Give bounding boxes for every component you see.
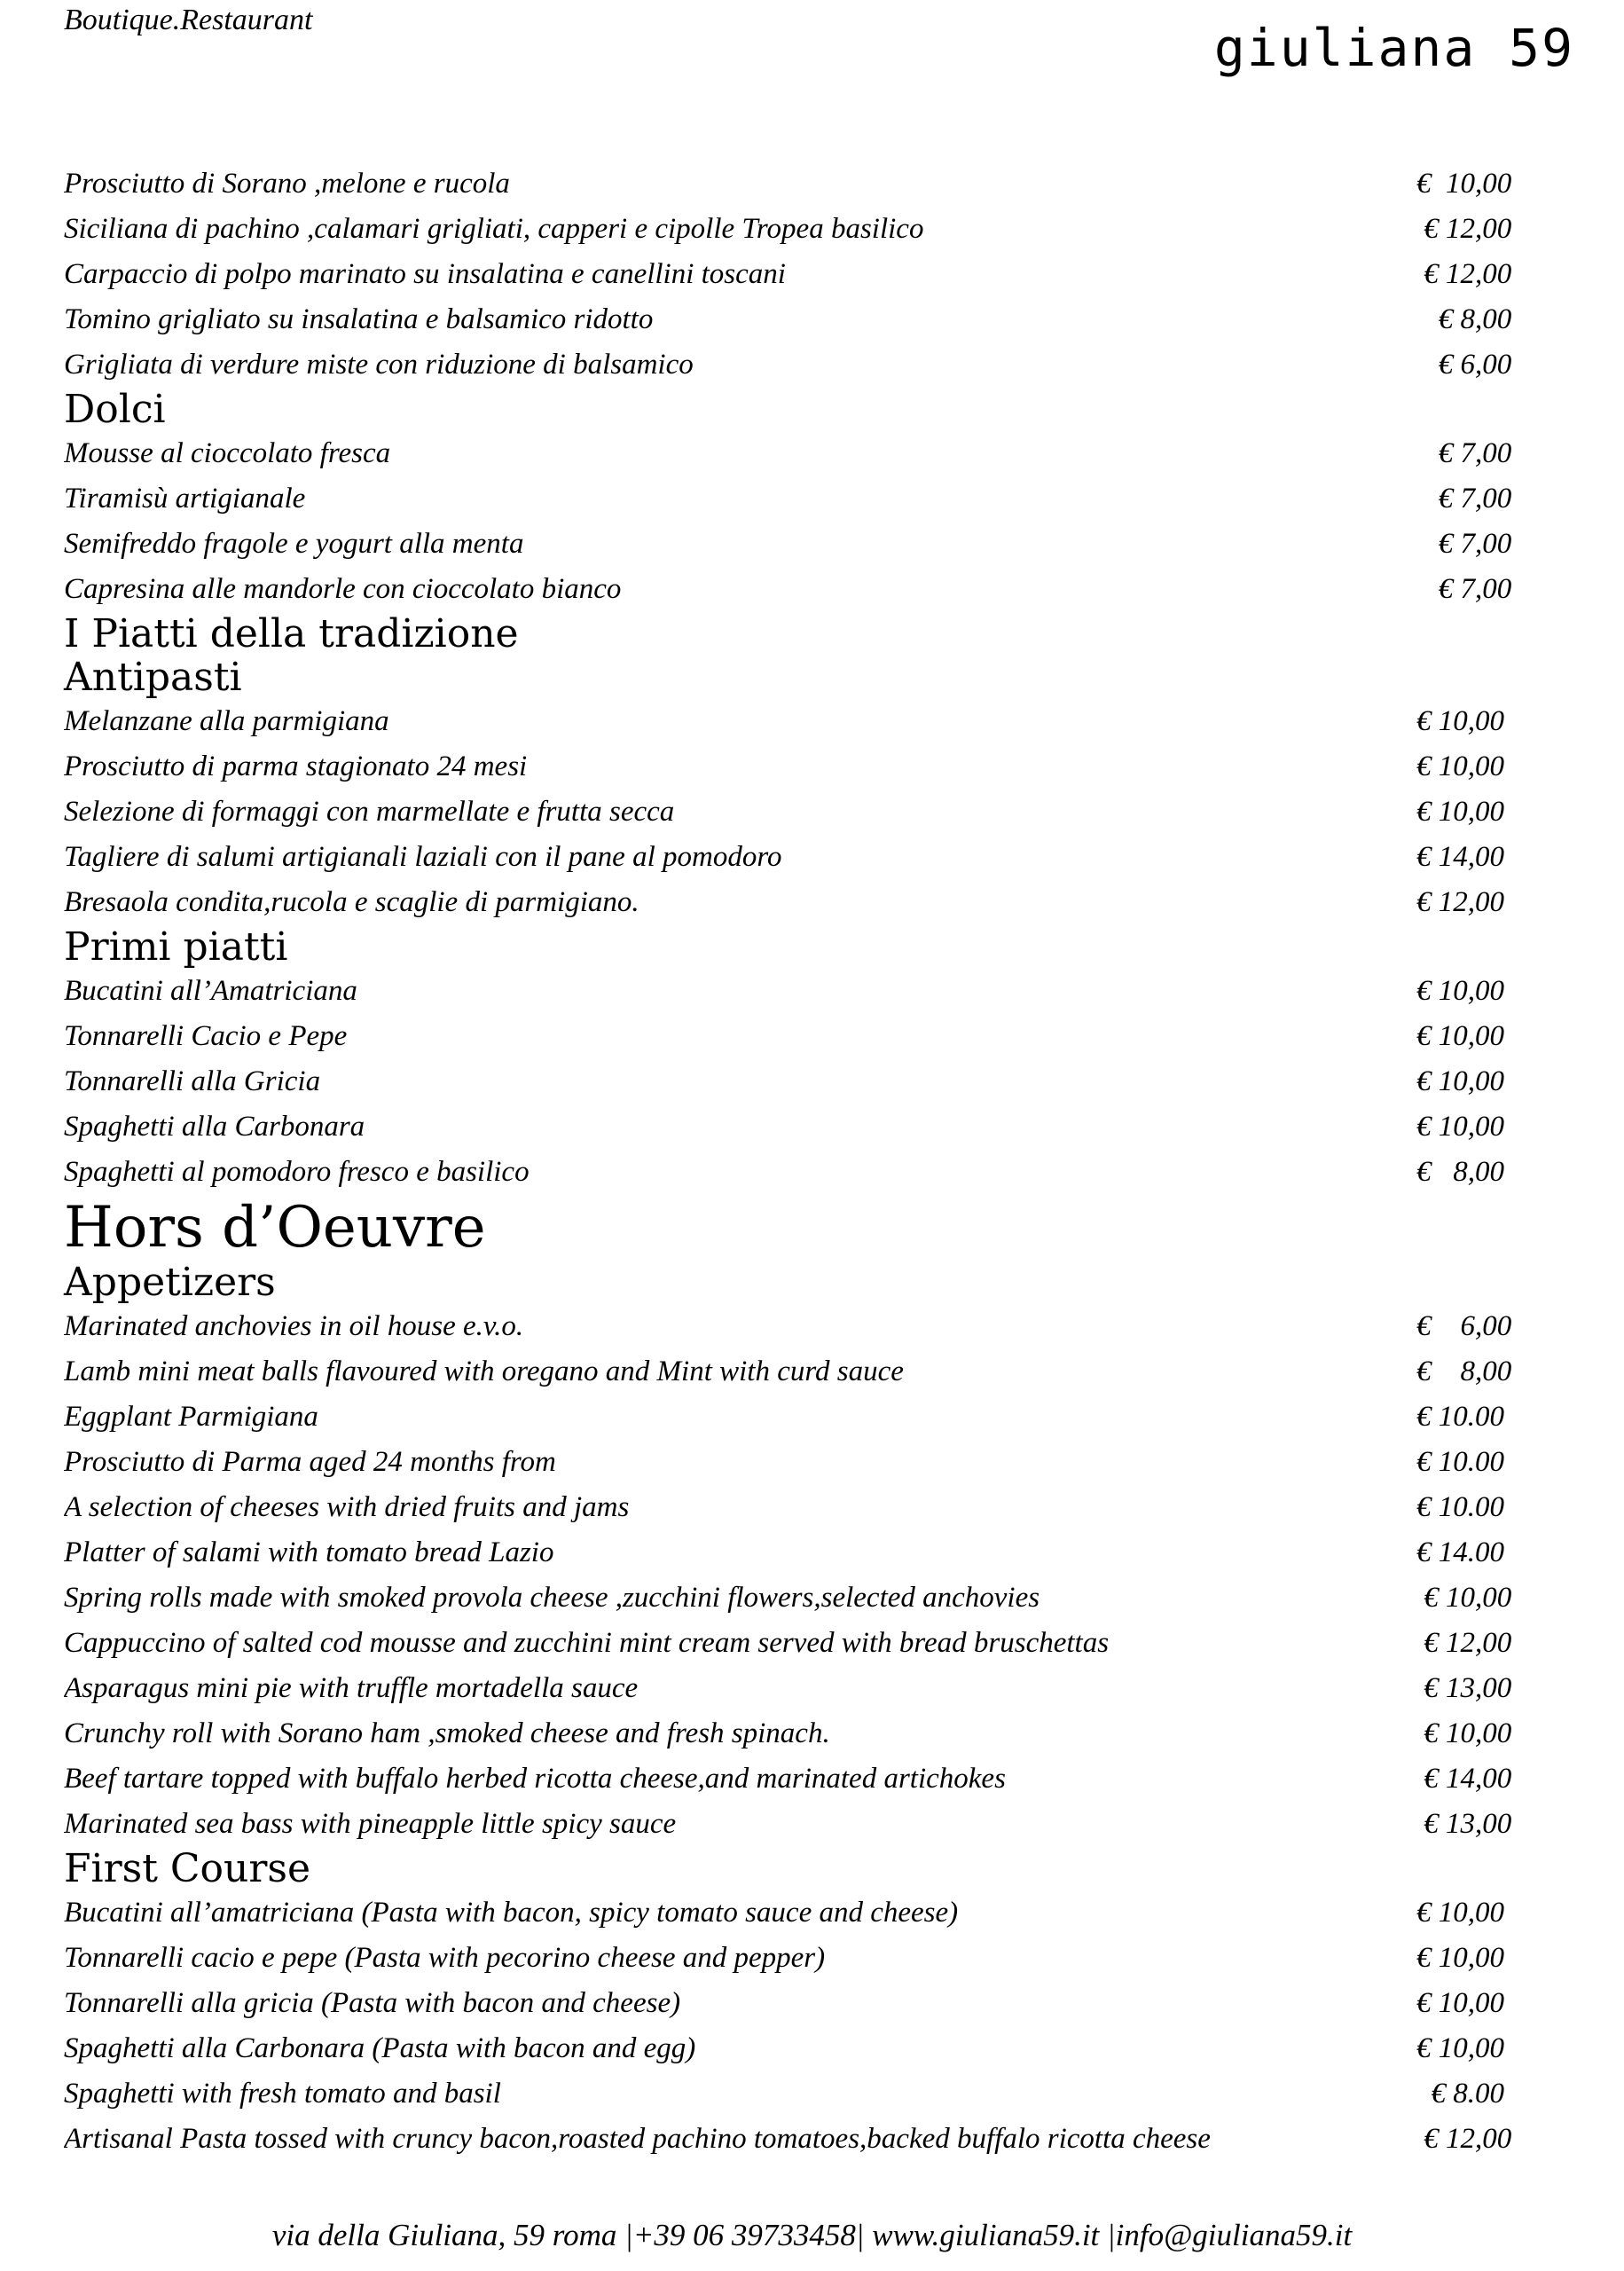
section-heading: Appetizers (64, 1260, 276, 1305)
menu-item (64, 2117, 1541, 2162)
menu-item-price: € 10,00 (1416, 750, 1504, 782)
menu-item (64, 790, 1541, 835)
menu-item (64, 1936, 1541, 1981)
menu-item (64, 207, 1541, 252)
menu-item (64, 880, 1541, 925)
menu-item-name: Spaghetti alla Carbonara (Pasta with bacon and egg) (64, 2032, 696, 2064)
menu-item (64, 1304, 1541, 1349)
menu-item (64, 1890, 1541, 1936)
menu-item (64, 2071, 1541, 2117)
restaurant-type-label: Boutique.Restaurant (64, 4, 313, 36)
menu-item-price: € 10,00 (1416, 705, 1504, 737)
menu-item (64, 1621, 1541, 1666)
menu-list (64, 161, 1541, 2162)
menu-item-name: Bresaola condita,rucola e scaglie di parmigiano. (64, 886, 639, 918)
menu-item-name: Bucatini all’Amatriciana (64, 975, 357, 1007)
menu-item-price: € 10,00 (1416, 1582, 1512, 1614)
menu-item-price: € 10,00 (1416, 1020, 1504, 1052)
menu-item-name: Tonnarelli alla Gricia (64, 1065, 321, 1097)
menu-item-name: Prosciutto di Parma aged 24 months from (64, 1446, 556, 1478)
menu-item-name: Carpaccio di polpo marinato su insalatina e canellini toscani (64, 258, 786, 290)
menu-item-name: Melanzane alla parmigiana (64, 705, 389, 737)
menu-item (64, 252, 1541, 297)
menu-item-name: A selection of cheeses with dried fruits and jams (64, 1491, 630, 1523)
menu-item (64, 1440, 1541, 1485)
menu-item-name: Tiramisù artigianale (64, 483, 306, 515)
menu-item (64, 2026, 1541, 2071)
section-heading: First Course (64, 1846, 311, 1891)
menu-item-name: Siciliana di pachino ,calamari grigliati, capperi e cipolle Tropea basilico (64, 213, 924, 245)
menu-item-price: € 12,00 (1416, 1627, 1512, 1659)
menu-item (64, 1349, 1541, 1395)
menu-item-name: Platter of salami with tomato bread Lazio (64, 1536, 554, 1568)
menu-item-name: Tagliere di salumi artigianali laziali con il pane al pomodoro (64, 841, 782, 873)
menu-item-price: € 10,00 (1416, 1065, 1504, 1097)
menu-item (64, 476, 1541, 522)
menu-item (64, 1059, 1541, 1104)
menu-item-name: Artisanal Pasta tossed with cruncy bacon,roasted pachino tomatoes,backed buffalo ricotta cheese (64, 2123, 1211, 2155)
menu-item-name: Cappuccino of salted cod mousse and zucchini mint cream served with bread bruschettas (64, 1627, 1110, 1659)
menu-item (64, 567, 1541, 612)
menu-item-name: Spring rolls made with smoked provola cheese ,zucchini flowers,selected anchovies (64, 1582, 1040, 1614)
menu-item-name: Lamb mini meat balls flavoured with oregano and Mint with curd sauce (64, 1356, 904, 1387)
menu-item (64, 1395, 1541, 1440)
menu-item (64, 1711, 1541, 1756)
menu-item (64, 161, 1541, 207)
menu-item-price: € 12,00 (1416, 886, 1504, 918)
menu-item-name: Marinated anchovies in oil house e.v.o. (64, 1310, 524, 1342)
menu-item-name: Mousse al cioccolato fresca (64, 437, 391, 469)
menu-item (64, 297, 1541, 342)
menu-item (64, 1530, 1541, 1576)
menu-item-price: € 12,00 (1416, 258, 1512, 290)
menu-item-price: € 10,00 (1416, 1942, 1504, 1974)
menu-item-name: Grigliata di verdure miste con riduzione di balsamico (64, 349, 694, 381)
menu-item-name: Tonnarelli cacio e pepe (Pasta with pecorino cheese and pepper) (64, 1942, 826, 1974)
menu-item-price: € 10.00 (1416, 1401, 1504, 1433)
menu-item-name: Prosciutto di parma stagionato 24 mesi (64, 750, 528, 782)
section-heading: Primi piatti (64, 924, 288, 970)
menu-item-name: Beef tartare topped with buffalo herbed ricotta cheese,and marinated artichokes (64, 1763, 1006, 1795)
menu-item-price: € 7,00 (1416, 437, 1512, 469)
menu-item-name: Marinated sea bass with pineapple little spicy sauce (64, 1808, 677, 1840)
section-heading: Antipasti (64, 655, 242, 700)
restaurant-logo-text: giuliana 59 (1213, 18, 1574, 78)
menu-item-price: € 10,00 (1416, 168, 1512, 200)
menu-item-name: Prosciutto di Sorano ,melone e rucola (64, 168, 510, 200)
menu-item-name: Asparagus mini pie with truffle mortadella sauce (64, 1672, 639, 1704)
menu-item (64, 1756, 1541, 1802)
menu-item-name: Spaghetti al pomodoro fresco e basilico (64, 1156, 530, 1188)
menu-item-price: € 14,00 (1416, 1763, 1512, 1795)
menu-item-price: € 13,00 (1416, 1808, 1512, 1840)
menu-item-price: € 10,00 (1416, 1111, 1504, 1143)
menu-item (64, 699, 1541, 744)
menu-item-price: € 10.00 (1416, 1446, 1504, 1478)
menu-item (64, 431, 1541, 476)
menu-item-name: Spaghetti alla Carbonara (64, 1111, 365, 1143)
menu-item-name: Tomino grigliato su insalatina e balsamico ridotto (64, 303, 654, 335)
menu-item (64, 342, 1541, 388)
menu-item (64, 1802, 1541, 1847)
menu-item (64, 1576, 1541, 1621)
menu-item-price: € 10,00 (1416, 1987, 1504, 2019)
menu-item-price: € 7,00 (1416, 528, 1512, 560)
menu-item-price: € 12,00 (1416, 213, 1512, 245)
menu-item-price: € 10,00 (1416, 975, 1504, 1007)
section-heading: Dolci (64, 387, 166, 432)
menu-item-price: € 8,00 (1416, 1156, 1504, 1188)
footer-contact: via della Giuliana, 59 roma |+39 06 39733458| www.giuliana59.it |info@giuliana59.it (271, 2218, 1353, 2252)
menu-item-price: € 12,00 (1416, 2123, 1512, 2155)
menu-item-price: € 6,00 (1416, 1310, 1512, 1342)
menu-item-name: Bucatini all’amatriciana (Pasta with bacon, spicy tomato sauce and cheese) (64, 1897, 959, 1929)
menu-item-price: € 10,00 (1416, 1717, 1512, 1749)
menu-item (64, 1104, 1541, 1150)
menu-item-price: € 10,00 (1416, 796, 1504, 828)
menu-item-price: € 10,00 (1416, 1897, 1504, 1929)
menu-item-price: € 7,00 (1416, 573, 1512, 605)
menu-item-price: € 14.00 (1416, 1536, 1504, 1568)
menu-item-name: Tonnarelli Cacio e Pepe (64, 1020, 348, 1052)
menu-item (64, 1014, 1541, 1059)
menu-item-price: € 13,00 (1416, 1672, 1512, 1704)
menu-item-price: € 10,00 (1416, 2032, 1504, 2064)
menu-item-name: Spaghetti with fresh tomato and basil (64, 2078, 501, 2110)
menu-item-price: € 8,00 (1416, 303, 1512, 335)
section-heading: Hors d’Oeuvre (64, 1195, 486, 1261)
menu-item (64, 522, 1541, 567)
menu-item (64, 1981, 1541, 2026)
menu-item (64, 835, 1541, 880)
menu-item-name: Eggplant Parmigiana (64, 1401, 318, 1433)
menu-item (64, 969, 1541, 1014)
menu-item-name: Selezione di formaggi con marmellate e frutta secca (64, 796, 675, 828)
menu-item-name: Crunchy roll with Sorano ham ,smoked cheese and fresh spinach. (64, 1717, 830, 1749)
menu-item-price: € 10.00 (1416, 1491, 1504, 1523)
menu-item-name: Capresina alle mandorle con cioccolato bianco (64, 573, 622, 605)
menu-item-price: € 8.00 (1416, 2078, 1504, 2110)
menu-item (64, 1150, 1541, 1195)
menu-item-price: € 7,00 (1416, 483, 1512, 515)
menu-item (64, 1666, 1541, 1711)
menu-item-price: € 14,00 (1416, 841, 1504, 873)
menu-item-price: € 8,00 (1416, 1356, 1512, 1387)
section-heading: I Piatti della tradizione (64, 611, 519, 656)
menu-item-name: Semifreddo fragole e yogurt alla menta (64, 528, 524, 560)
menu-item-price: € 6,00 (1416, 349, 1512, 381)
menu-item-name: Tonnarelli alla gricia (Pasta with bacon and cheese) (64, 1987, 681, 2019)
menu-item (64, 744, 1541, 790)
menu-item (64, 1485, 1541, 1530)
